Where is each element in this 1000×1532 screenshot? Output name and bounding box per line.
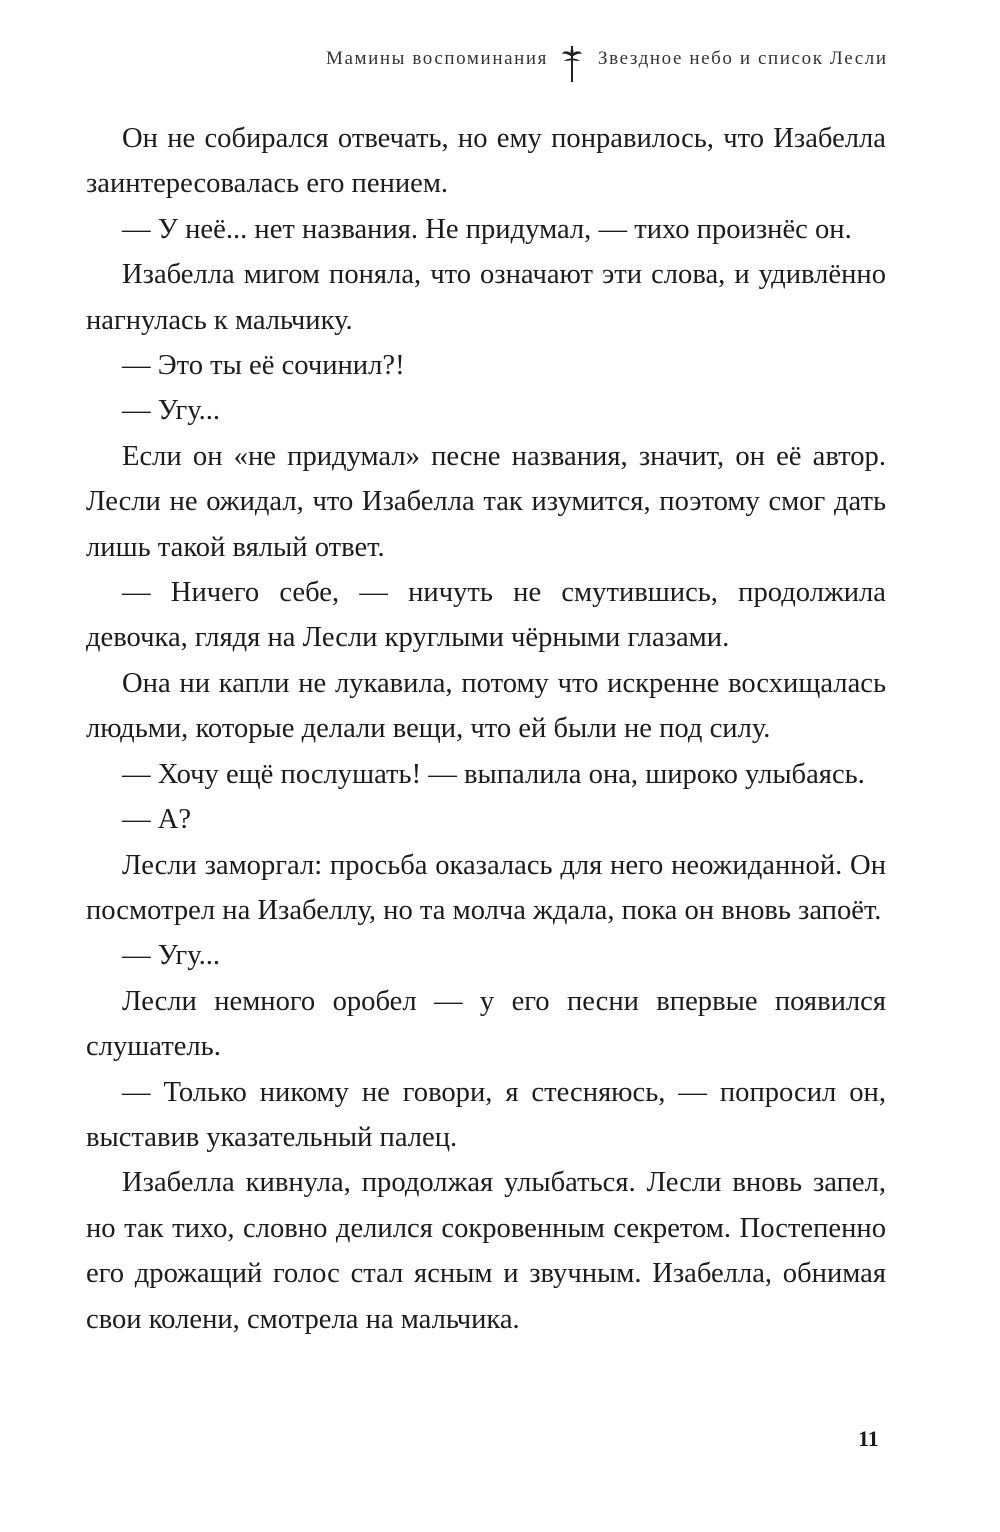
paragraph: Изабелла кивнула, продолжая улыбаться. Лесли вновь запел, но так тихо, словно делился сокровенным секретом. Постепенно его дрожащий голос стал ясным и звучным. Изабелла, обнимая свои колени, смотрела на мальчика. <box>86 1167 886 1335</box>
paragraph: Лесли заморгал: просьба оказалась для него неожиданной. Он посмотрел на Изабеллу, но та молча ждала, пока он вновь запоёт. <box>86 849 886 926</box>
dialogue-line: — А? <box>122 804 192 836</box>
chapter-title-left: Мамины воспоминания <box>325 48 548 69</box>
paragraph: Он не собирался отвечать, но ему понравилось, что Изабелла заинтересовалась его пением. <box>86 123 886 200</box>
paragraph: Если он «не придумал» песне названия, значит, он её автор. Лесли не ожидал, что Изабелла так изумится, поэтому смог дать лишь такой вялый ответ. <box>86 440 886 563</box>
dialogue-line: — Только никому не говори, я стесняюсь, — попросил он, выставив указательный палец. <box>86 1076 886 1153</box>
fleur-divider-icon <box>558 44 586 84</box>
dialogue-line: — Это ты её сочинил?! <box>122 350 405 382</box>
dialogue-line: — Угу... <box>122 395 221 427</box>
dialogue-line: — У неё... нет названия. Не придумал, — тихо произнёс он. <box>122 213 852 245</box>
dialogue-line: — Ничего себе, — ничуть не смутившись, продолжила девочка, глядя на Лесли круглыми чёрными глазами. <box>86 577 886 654</box>
body-text <box>86 116 886 1342</box>
page-number: 11 <box>858 1426 879 1451</box>
running-header <box>0 44 1000 84</box>
chapter-title-right: Звездное небо и список Лесли <box>598 48 888 69</box>
dialogue-line: — Угу... <box>122 940 221 972</box>
paragraph: Изабелла мигом поняла, что означают эти слова, и удивлённо нагнулась к мальчику. <box>86 259 886 336</box>
paragraph: Лесли немного оробел — у его песни впервые появился слушатель. <box>86 985 886 1063</box>
paragraph: Она ни капли не лукавила, потому что искренне восхищалась людьми, которые делали вещи, что ей были не под силу. <box>86 667 886 745</box>
dialogue-line: — Хочу ещё послушать! — выпалила она, широко улыбаясь. <box>122 758 865 790</box>
